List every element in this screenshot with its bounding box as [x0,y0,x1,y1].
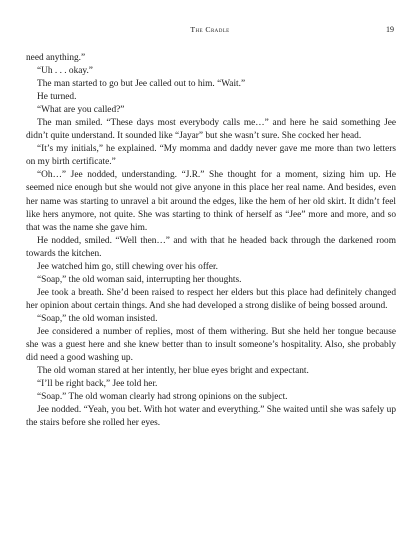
paragraph: “Soap,” the old woman insisted. [37,313,158,324]
paragraph: Jee took a breath. She’d been raised to respect her elders but this place had definitely changed her opinion about certain things. And she had developed a strong dislike of being bossed around. [26,287,396,311]
paragraph: The old woman stared at her intently, her blue eyes bright and expectant. [37,366,309,377]
running-head [26,24,394,36]
body-text [26,52,396,430]
paragraph: Jee watched him go, still chewing over his offer. [37,261,218,272]
paragraph: He nodded, smiled. “Well then…” and with that he headed back through the darkened room towards the kitchen. [26,235,396,259]
paragraph: He turned. [37,92,77,103]
running-title: The Cradle [190,25,230,34]
paragraph: Jee nodded. “Yeah, you bet. With hot water and everything.” She waited until she was safely up the stairs before she rolled her eyes. [26,405,396,429]
paragraph: The man started to go but Jee called out to him. “Wait.” [37,79,246,90]
paragraph: “Oh…” Jee nodded, understanding. “J.R.” She thought for a moment, sizing him up. He seemed nice enough but she would not give anyone in this place her real name. And besides, even her name was starting to unravel a bit around the edges, like the hem of her old skirt. It didn’t feel like hers anymore, not quite. She was starting to think of herself as “Jee” more and more, and so that was the name she gave him. [26,170,396,233]
paragraph: “Soap,” the old woman said, interrupting her thoughts. [37,274,242,285]
paragraph: need anything.” [26,53,86,63]
paragraph: “I’ll be right back,” Jee told her. [37,379,158,390]
page-number: 19 [386,25,394,34]
paragraph: “It’s my initials,” he explained. “My momma and daddy never gave me more than two letters on my birth certificate.” [26,144,396,168]
paragraph: Jee considered a number of replies, most of them withering. But she held her tongue because she was a guest here and she knew better than to insult someone’s hospitality. Also, she probably did need a good washing up. [26,326,396,364]
paragraph: “Uh . . . okay.” [37,66,93,77]
paragraph: “Soap.” The old woman clearly had strong opinions on the subject. [37,392,288,403]
paragraph: The man smiled. “These days most everybody calls me…” and here he said something Jee didn’t quite understand. It sounded like “Jayar” but she wasn’t sure. She cocked her head. [26,118,396,142]
paragraph: “What are you called?” [37,105,125,116]
